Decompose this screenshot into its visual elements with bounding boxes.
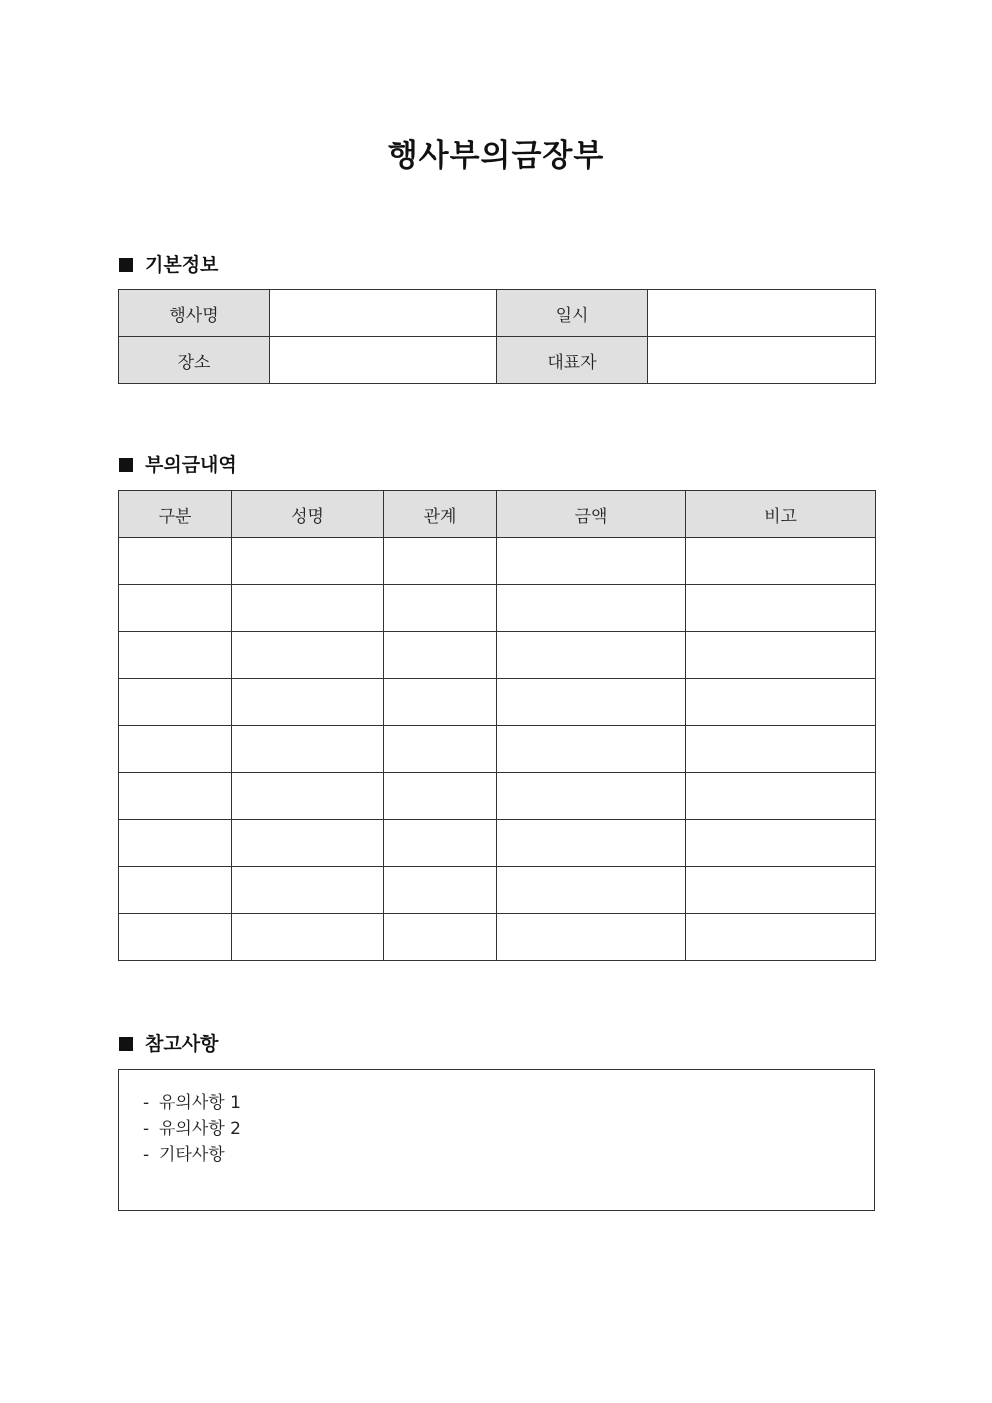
cell-amount[interactable] (497, 867, 686, 914)
section-heading-label: 기본정보 (145, 254, 219, 276)
section-heading-basic-info (119, 252, 218, 278)
cell-name[interactable] (232, 867, 384, 914)
cell-name[interactable] (232, 585, 384, 632)
cell-remarks[interactable] (686, 867, 876, 914)
table-row (119, 585, 876, 632)
cell-relation[interactable] (384, 632, 497, 679)
list-item (143, 1116, 874, 1142)
list-item (143, 1090, 874, 1116)
cell-remarks[interactable] (686, 585, 876, 632)
bullet-dash: - (143, 1145, 150, 1165)
cell-name[interactable] (232, 632, 384, 679)
table-row (119, 538, 876, 585)
bullet-dash: - (143, 1093, 150, 1113)
column-header-name: 성명 (232, 491, 384, 538)
cell-remarks[interactable] (686, 726, 876, 773)
table-row (119, 679, 876, 726)
donation-table (118, 490, 876, 961)
cell-name[interactable] (232, 914, 384, 961)
cell-category[interactable] (119, 538, 232, 585)
list-item-text: 기타사항 (159, 1145, 225, 1165)
cell-name[interactable] (232, 538, 384, 585)
cell-remarks[interactable] (686, 632, 876, 679)
column-header-category: 구분 (119, 491, 232, 538)
list-item-text: 유의사항 2 (159, 1119, 241, 1139)
cell-relation[interactable] (384, 914, 497, 961)
black-square-icon (119, 258, 133, 272)
cell-category[interactable] (119, 914, 232, 961)
cell-category[interactable] (119, 726, 232, 773)
cell-relation[interactable] (384, 773, 497, 820)
cell-relation[interactable] (384, 867, 497, 914)
bullet-dash: - (143, 1119, 150, 1139)
table-row (119, 726, 876, 773)
cell-category[interactable] (119, 773, 232, 820)
black-square-icon (119, 458, 133, 472)
table-row (119, 820, 876, 867)
cell-category[interactable] (119, 820, 232, 867)
datetime-label: 일시 (497, 290, 648, 337)
cell-remarks[interactable] (686, 679, 876, 726)
cell-relation[interactable] (384, 679, 497, 726)
table-row (119, 337, 876, 384)
column-header-amount: 금액 (497, 491, 686, 538)
cell-remarks[interactable] (686, 538, 876, 585)
cell-name[interactable] (232, 679, 384, 726)
datetime-field[interactable] (648, 290, 876, 337)
table-row (119, 773, 876, 820)
notes-list (119, 1070, 874, 1168)
cell-relation[interactable] (384, 538, 497, 585)
representative-field[interactable] (648, 337, 876, 384)
section-heading-label: 부의금내역 (145, 454, 237, 476)
basic-info-table (118, 289, 876, 384)
cell-amount[interactable] (497, 538, 686, 585)
cell-amount[interactable] (497, 820, 686, 867)
cell-category[interactable] (119, 867, 232, 914)
place-label: 장소 (119, 337, 270, 384)
event-name-field[interactable] (270, 290, 497, 337)
cell-relation[interactable] (384, 726, 497, 773)
cell-relation[interactable] (384, 820, 497, 867)
cell-name[interactable] (232, 820, 384, 867)
table-row (119, 632, 876, 679)
representative-label: 대표자 (497, 337, 648, 384)
section-heading-donation-list (119, 452, 237, 478)
section-heading-label: 참고사항 (145, 1033, 219, 1055)
table-header-row (119, 491, 876, 538)
place-field[interactable] (270, 337, 497, 384)
cell-remarks[interactable] (686, 820, 876, 867)
cell-relation[interactable] (384, 585, 497, 632)
event-name-label: 행사명 (119, 290, 270, 337)
list-item-text: 유의사항 1 (159, 1093, 241, 1113)
column-header-remarks: 비고 (686, 491, 876, 538)
page-title: 행사부의금장부 (387, 138, 605, 174)
list-item (143, 1142, 874, 1168)
column-header-relation: 관계 (384, 491, 497, 538)
table-row (119, 290, 876, 337)
notes-box (118, 1069, 875, 1211)
cell-name[interactable] (232, 773, 384, 820)
cell-category[interactable] (119, 679, 232, 726)
cell-category[interactable] (119, 585, 232, 632)
table-row (119, 914, 876, 961)
cell-amount[interactable] (497, 726, 686, 773)
table-row (119, 867, 876, 914)
cell-amount[interactable] (497, 585, 686, 632)
cell-name[interactable] (232, 726, 384, 773)
cell-remarks[interactable] (686, 773, 876, 820)
cell-amount[interactable] (497, 632, 686, 679)
cell-remarks[interactable] (686, 914, 876, 961)
cell-category[interactable] (119, 632, 232, 679)
cell-amount[interactable] (497, 773, 686, 820)
section-heading-notes (119, 1031, 218, 1057)
cell-amount[interactable] (497, 914, 686, 961)
black-square-icon (119, 1037, 133, 1051)
cell-amount[interactable] (497, 679, 686, 726)
